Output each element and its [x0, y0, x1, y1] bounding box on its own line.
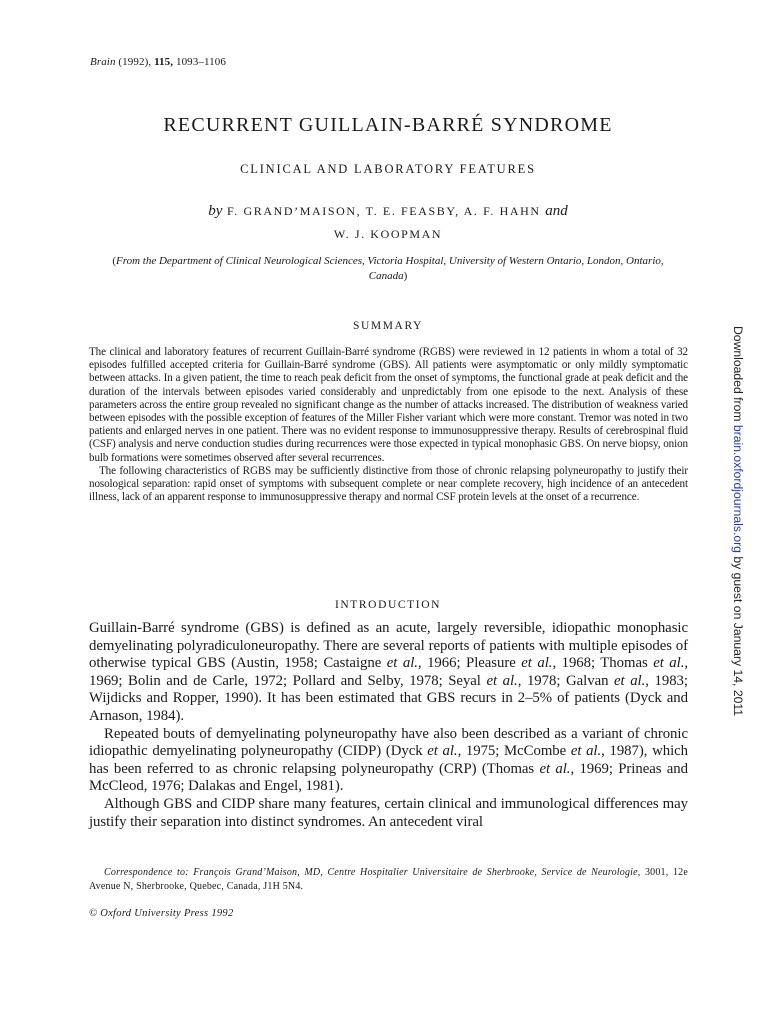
journal-volume: 115,: [154, 56, 174, 68]
journal-name: Brain: [90, 56, 116, 68]
intro-p1-text-g: , 1969; Bolin and de Carle, 1972; Pollard and Selby, 1978; Seyal: [89, 655, 688, 689]
intro-p1-etal-4: et al.: [486, 672, 518, 689]
author-line-1: [88, 203, 688, 220]
journal-pages: 1093–1106: [175, 56, 226, 68]
download-watermark: [727, 326, 745, 717]
download-prefix: Downloaded from: [731, 326, 745, 425]
intro-p1-etal-1: et al.: [386, 655, 418, 672]
author-by: by: [208, 203, 223, 219]
author-line-2: W. J. KOOPMAN: [333, 227, 443, 241]
correspondence-label: Correspondence to: François Grand’Maison, MD, Centre Hospitalier Universitaire de Sherbrooke, Service de Neurologie,: [104, 867, 641, 878]
intro-p1-etal-2: et al.: [521, 655, 553, 672]
summary-heading: SUMMARY: [353, 320, 423, 332]
intro-p2-text-g: , 1969; Prineas and McCleod, 1976; Dalakas and Engel, 1981).: [89, 760, 688, 795]
introduction-body: [89, 620, 688, 831]
copyright-notice: © Oxford University Press 1992: [89, 908, 234, 919]
download-link[interactable]: brain.oxfordjournals.org: [731, 424, 745, 553]
article-title: RECURRENT GUILLAIN-BARRÉ SYNDROME: [163, 114, 613, 136]
author-names-1: F. GRAND’MAISON, T. E. FEASBY, A. F. HAHN: [226, 204, 541, 218]
summary-paragraph-1: The clinical and laboratory features of recurrent Guillain-Barré syndrome (RGBS) were reviewed in 12 patients in whom a total of 32 episodes fulfilled accepted criteria for Guillain-Barré syndrome (GBS). All patients were asymptomatic or only mildly symptomatic between attacks. In a given patient, the time to reach peak deficit from the onset of symptoms, the functional grade at peak deficit and the duration of the intervals between episodes varied considerably and unpredictably from one episode to the next. Analysis of these parameters across the entire group revealed no significant change as the number of attacks increased. The distribution of weakness varied between episodes with the possible exception of features of the Miller Fisher variant which were more constant. Tremor was noted in two patients and enlarged nerves in one patient. There was no evident response to immunosuppressive therapy. Results of cerebrospinal fluid (CSF) analysis and nerve conduction studies during recurrences were those expected in typical monophasic GBS. On nerve biopsy, onion bulb formations were sometimes observed after several recurrences.: [89, 346, 688, 464]
intro-p2-etal-1: et al.: [427, 743, 458, 760]
intro-p1-etal-5: et al.: [614, 672, 646, 689]
intro-p2-text-a: Repeated bouts of demyelinating polyneuropathy have also been described as a variant of chronic idiopathic demyelinating polyneuropathy (CIDP) (Dyck: [89, 725, 688, 760]
intro-p2-etal-3: et al.: [539, 760, 571, 777]
intro-paragraph-3: Although GBS and CIDP share many features, certain clinical and immunological differences may justify their separation into distinct syndromes. An antecedent viral: [89, 795, 688, 830]
intro-p1-etal-3: et al.: [653, 655, 685, 672]
intro-p1-text-a: Guillain-Barré syndrome (GBS) is defined as an acute, largely reversible, idiopathic monophasic demyelinating polyradiculoneuropathy. There are several reports of patients with multiple episodes of otherwise typical GBS (Austin, 1958; Castaigne: [89, 620, 688, 672]
introduction-heading: INTRODUCTION: [334, 599, 442, 611]
download-suffix: by guest on January 14, 2011: [731, 552, 745, 717]
intro-paragraph-1: [89, 620, 688, 726]
intro-p2-text-e: , 1987), which has been referred to as chronic relapsing polyneuropathy (CRP) (Thomas: [89, 743, 688, 777]
summary-paragraph-2: The following characteristics of RGBS may be sufficiently distinctive from those of chronic relapsing polyneuropathy to justify their nosological separation: rapid onset of symptoms with subsequent complete or near complete recovery, high incidence of an antecedent illness, lack of an apparent response to immunosuppressive therapy and normal CSF protein levels at the onset of a recurrence.: [89, 464, 688, 504]
intro-p1-text-k: , 1983; Wijdicks and Ropper, 1990). It has been estimated that GBS recurs in 2–5% of patients (Dyck and Arnason, 1984).: [89, 672, 688, 724]
affiliation-text: From the Department of Clinical Neurological Sciences, Victoria Hospital, University of Western Ontario, London, Ontario, Canada: [116, 255, 664, 282]
affiliation-open: (: [112, 255, 117, 267]
intro-p1-text-e: , 1968; Thomas: [552, 655, 654, 672]
summary-body: [89, 346, 688, 504]
affiliation: [100, 254, 676, 284]
affiliation-close: ): [403, 270, 408, 282]
author-and: and: [545, 203, 568, 219]
journal-year: (1992),: [118, 56, 152, 68]
journal-citation: [90, 56, 226, 68]
article-subtitle: CLINICAL AND LABORATORY FEATURES: [240, 162, 536, 176]
intro-p2-etal-2: et al.: [570, 743, 602, 760]
intro-p1-text-i: , 1978; Galvan: [517, 672, 615, 689]
intro-paragraph-2: [89, 726, 688, 796]
correspondence-note: [89, 866, 688, 894]
intro-p1-text-c: , 1966; Pleasure: [417, 655, 522, 672]
intro-p2-text-c: , 1975; McCombe: [457, 743, 571, 760]
correspondence-address: 3001, 12e Avenue N, Sherbrooke, Quebec, Canada, J1H 5N4.: [89, 867, 688, 892]
